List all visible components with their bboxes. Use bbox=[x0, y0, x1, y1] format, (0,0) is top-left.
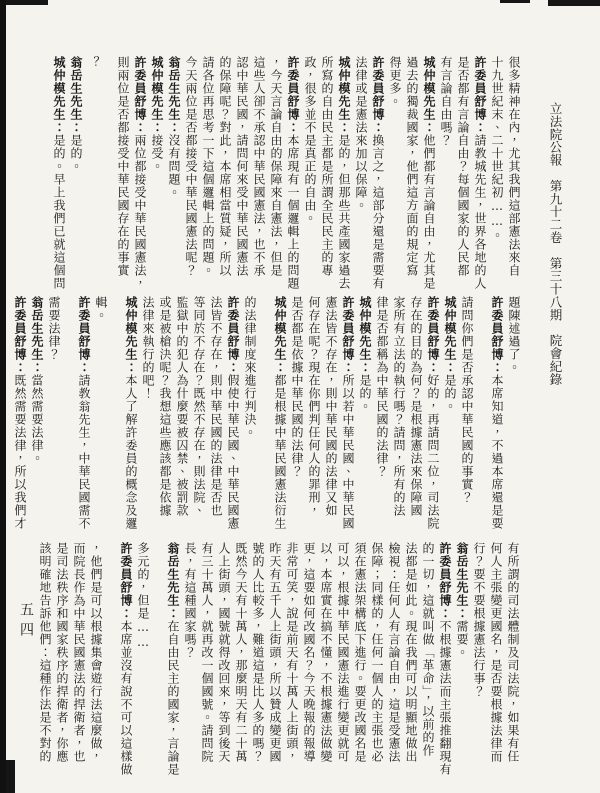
text-column: 得更多。 bbox=[388, 56, 402, 108]
text-column: 人上街頭，國號就得改回來，等到後天 bbox=[217, 542, 231, 763]
speaker-name: 城仲模先生： bbox=[422, 56, 436, 134]
text-column: 是否都是依據中華民國的法律？ bbox=[290, 296, 304, 478]
scan-artifact-bottom-left bbox=[6, 760, 15, 793]
text-column: 何存在呢？現在你們判任何人的罪刑， bbox=[307, 296, 321, 517]
text-column: 長，有這種國家嗎？ bbox=[183, 542, 197, 659]
speaker-name: 許委員舒博： bbox=[371, 56, 385, 134]
text-column: 認中華民國，請問何來受中華民國憲法 bbox=[235, 56, 249, 277]
speaker-name: 城仲模先生： bbox=[124, 296, 138, 374]
speaker-name: 城仲模先生： bbox=[337, 56, 351, 134]
text-column: 行？要不要根據憲法行事？ bbox=[472, 542, 486, 698]
text-column: 憲法皆不存在，則中華民國的法律又如 bbox=[324, 296, 338, 517]
text-column: 多元的，但是…… bbox=[136, 542, 150, 650]
text-column: 城仲模先生：他們都有言論自由，尤其是 bbox=[422, 56, 436, 290]
text-column: 號的人比較多，難道這是比人多的嗎？ bbox=[251, 542, 265, 763]
text-column: 法都是如此。現在我們可以明顯地做出 bbox=[404, 542, 418, 763]
text-column: 而院長作為中華民國憲法的捍衛者，也 bbox=[72, 542, 86, 763]
text-column: 輯。 bbox=[94, 296, 108, 322]
text-column: 翁岳生先生：當然需要法律。 bbox=[30, 296, 44, 465]
speaker-name: 翁岳生先生： bbox=[166, 542, 180, 620]
text-column: 該明確地告訴他們：這種作法是不對的 bbox=[38, 542, 52, 763]
text-column: 非常可笑，說是前天有十萬人上街頭， bbox=[285, 542, 299, 763]
text-column: 法皆不存在，則中華民國的法律是否也 bbox=[209, 296, 223, 517]
text-column: 許委員舒博：換言之，這部分還是需要有 bbox=[371, 56, 385, 290]
speaker-name: 許委員舒博： bbox=[13, 296, 27, 374]
text-column: 監獄中的犯人為什麼要被囚禁、被罰款 bbox=[175, 296, 189, 517]
text-column: 存在的目的為何？是根據憲法來保障國 bbox=[409, 296, 423, 517]
text-column: 今天兩位是否都接受中華民國憲法呢？ bbox=[184, 56, 198, 277]
speaker-name: 城仲模先生： bbox=[443, 296, 457, 374]
text-column: 十九世紀末、二十世紀初……。 bbox=[490, 56, 504, 242]
scan-edge-artifact bbox=[0, 0, 6, 793]
text-column: 過去的獨裁國家，他們這方面的規定寫 bbox=[405, 56, 419, 277]
scan-artifact-top-left bbox=[6, 0, 48, 5]
speaker-name: 翁岳生先生： bbox=[167, 56, 181, 134]
text-column: 許委員舒博：本席知道，不過本席還是要 bbox=[490, 296, 504, 530]
speaker-name: 許委員舒博： bbox=[119, 542, 133, 620]
text-column: 昨天有五千人上街頭，所以贊成變更國 bbox=[268, 542, 282, 763]
text-column: 翁岳生先生：是的。 bbox=[69, 56, 83, 173]
text-column: 保障；同樣的，任何一個人的主張也必 bbox=[370, 542, 384, 763]
speaker-name: 翁岳生先生： bbox=[30, 296, 44, 374]
text-column: 題陳述過了。 bbox=[507, 296, 521, 374]
text-column: 請各位再思考一下這個邏輯上的問題。 bbox=[201, 56, 215, 277]
speaker-name: 許委員舒博： bbox=[286, 56, 300, 134]
speaker-name: 翁岳生先生： bbox=[69, 56, 83, 134]
speaker-name: 許委員舒博： bbox=[473, 56, 487, 134]
speaker-name: 許委員舒博： bbox=[226, 296, 240, 374]
text-column: 城仲模先生：是的。早上我們已就這個問 bbox=[52, 56, 66, 290]
text-column: 政，很多並不是真正的自由。 bbox=[303, 56, 317, 225]
speaker-name: 城仲模先生： bbox=[150, 56, 164, 134]
speaker-name: 許委員舒博： bbox=[438, 542, 452, 620]
text-band-top bbox=[52, 56, 522, 294]
speaker-name: 許委員舒博： bbox=[426, 296, 440, 374]
running-head-title: 立法院公報 第九十二卷 第三十八期 院會紀錄 bbox=[548, 102, 563, 386]
text-column: 有言論自由嗎？ bbox=[439, 56, 453, 147]
speaker-name: 許委員舒博： bbox=[77, 296, 91, 374]
text-column: 法律或是憲法來加以保障。 bbox=[354, 56, 368, 212]
scan-artifact-top-right bbox=[548, 0, 600, 6]
text-column: 城仲模先生：都是根據中華民國憲法衍生 bbox=[273, 296, 287, 530]
text-column: ，他們是可以根據集會遊行法這麼做， bbox=[89, 542, 103, 763]
text-column: 的保障呢？對此，本席相當質疑，所以 bbox=[218, 56, 232, 277]
text-column: 何人主張變更國名，是否要根據法律而 bbox=[489, 542, 503, 763]
text-column: 翁岳生先生：需要。 bbox=[455, 542, 469, 659]
text-column: 是否都有言論自由？每個國家的人民都 bbox=[456, 56, 470, 277]
text-column: 可以，根據中華民國憲法進行變更就可 bbox=[336, 542, 350, 763]
text-column: 這些人卻不承認中華民國憲法，也不承 bbox=[252, 56, 266, 277]
text-band-middle bbox=[13, 296, 522, 536]
text-column: 城仲模先生：接受。 bbox=[150, 56, 164, 173]
text-column: 許委員舒博：假使中華民國、中華民國憲 bbox=[226, 296, 240, 530]
text-column: 許委員舒博：兩位都接受中華民國憲法， bbox=[133, 56, 147, 290]
text-column: 翁岳生先生：沒有問題。 bbox=[167, 56, 181, 199]
text-column: 需要法律？ bbox=[47, 296, 61, 361]
text-column: ，今天言論自由的保障來自憲法，但是 bbox=[269, 56, 283, 277]
text-column: 的法律制度來進行判決。 bbox=[243, 296, 257, 439]
speaker-name: 城仲模先生： bbox=[358, 296, 372, 374]
text-column: 城仲模先生：是的。 bbox=[358, 296, 372, 413]
text-column: 等同於不存在？既然不存在，則法院、 bbox=[192, 296, 206, 517]
text-column: 家所有立法的執行嗎？請問，所有的法 bbox=[392, 296, 406, 517]
text-column: 許委員舒博：本席現有一個邏輯上的問題 bbox=[286, 56, 300, 290]
page-number: 五四 bbox=[18, 602, 34, 642]
text-column: 法律來執行的吧！ bbox=[141, 296, 155, 400]
text-column: 翁岳生先生：在自由民主的國家，言論是 bbox=[166, 542, 180, 776]
text-column: 許委員舒博：請教翁先生，中華民國需不 bbox=[77, 296, 91, 530]
text-column: 很多精神在內，尤其我們這部憲法來自 bbox=[507, 56, 521, 277]
speaker-name: 許委員舒博： bbox=[341, 296, 355, 374]
text-column: 許委員舒博：既然需要法律，所以我們才 bbox=[13, 296, 27, 530]
text-column: 檢視：任何人有言論自由，這是受憲法 bbox=[387, 542, 401, 763]
speaker-name: 城仲模先生： bbox=[273, 296, 287, 374]
text-column: 或是被槍決呢？我想這些應該都是依據 bbox=[158, 296, 172, 517]
text-column: ？ bbox=[86, 56, 100, 69]
text-column: 許委員舒博：好的，再請問二位，司法院 bbox=[426, 296, 440, 530]
text-band-bottom bbox=[38, 542, 521, 780]
text-column: 更，這要如何改國名？今天晚報的報導 bbox=[302, 542, 316, 763]
speaker-name: 許委員舒博： bbox=[490, 296, 504, 374]
text-column: 許委員舒博：不根據憲法而主張推翻現有 bbox=[438, 542, 452, 776]
text-column: 既然今天有十萬人，那麼明天有二十萬 bbox=[234, 542, 248, 763]
speaker-name: 許委員舒博： bbox=[133, 56, 147, 134]
speaker-name: 翁岳生先生： bbox=[455, 542, 469, 620]
scan-artifact-top-right-2 bbox=[500, 0, 530, 3]
text-column: 則兩位是否都接受中華民國存在的事實 bbox=[116, 56, 130, 277]
text-column: 許委員舒博：請教城先生，世界各地的人 bbox=[473, 56, 487, 290]
text-column: 以，本席實在搞不懂，不根據憲法做變 bbox=[319, 542, 333, 763]
text-column: 有三十萬人，就再改一個國號。請問院 bbox=[200, 542, 214, 763]
text-column: 是司法秩序和國家秩序的捍衛者，你應 bbox=[55, 542, 69, 763]
text-column: 許委員舒博：本席並沒有說不可以這樣做 bbox=[119, 542, 133, 776]
text-column: 所寫的自由民主都是所謂全民民主的專 bbox=[320, 56, 334, 277]
text-column: 有所謂的司法體制及司法院，如果有任 bbox=[506, 542, 520, 763]
text-column: 許委員舒博：所以若中華民國、中華民國 bbox=[341, 296, 355, 530]
text-column: 的一切，這就叫做「革命」，以前的作 bbox=[421, 542, 435, 757]
text-column: 城仲模先生：是的。 bbox=[443, 296, 457, 413]
text-column: 城仲模先生：本人了解許委員的概念及邏 bbox=[124, 296, 138, 530]
text-column: 城仲模先生：是的，但那些共產國家過去 bbox=[337, 56, 351, 290]
text-column: 須在憲法架構底下進行。要更改國名是 bbox=[353, 542, 367, 763]
text-column: 請問你們是否承認中華民國的事實？ bbox=[460, 296, 474, 504]
speaker-name: 城仲模先生： bbox=[52, 56, 66, 134]
text-column: 律是否都稱為中華民國的法律？ bbox=[375, 296, 389, 478]
